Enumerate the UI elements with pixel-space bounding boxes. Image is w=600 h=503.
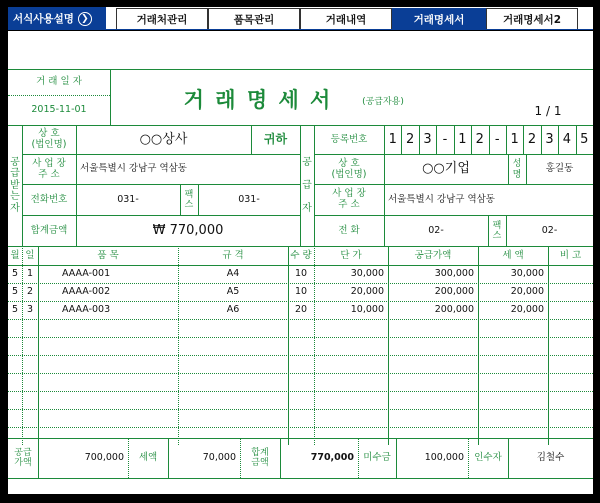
table-cell (548, 265, 593, 283)
arrow-right-circle-icon: ❯ (78, 12, 92, 26)
table-header-cell: 세 액 (502, 249, 524, 261)
receiver-side-label: 공 급 받 는 자 (10, 156, 20, 214)
table-cell: AAAA-003 (62, 303, 111, 315)
registration-digit: 1 (510, 131, 519, 147)
table-cell: 30,000 (510, 267, 544, 279)
table-cell: 200,000 (434, 285, 474, 297)
table-cell: 5 (11, 303, 19, 315)
table-cell: 3 (26, 303, 34, 315)
footer-receiver-label: 인수자 (474, 451, 502, 463)
title-subtitle: (공급자용) (362, 96, 404, 107)
table-cell: AAAA-002 (62, 285, 111, 297)
table-header-cell: 공급가액 (414, 249, 452, 261)
table-cell: 300,000 (434, 267, 474, 279)
registration-digit: 4 (562, 131, 571, 147)
table-cell: A4 (226, 267, 240, 279)
receiver-name-label: 상 호 (법인명) (31, 128, 67, 150)
supplier-name: ○○기업 (422, 161, 470, 177)
registration-digit: 1 (458, 131, 467, 147)
supplier-fax-label: 팩 스 (492, 220, 502, 241)
table-cell: 20,000 (510, 285, 544, 297)
supplier-rep: 홍길동 (545, 163, 574, 175)
registration-digit: 2 (475, 131, 484, 147)
table-cell: 10,000 (350, 303, 384, 315)
registration-digit: 2 (405, 131, 415, 147)
table-cell (548, 301, 593, 319)
receiver-phone: 031- (117, 193, 139, 205)
receiver-total: ₩ 770,000 (152, 222, 224, 238)
tab-client-management[interactable]: 거래처관리 (116, 8, 208, 30)
registration-digit: 1 (388, 131, 397, 147)
usage-guide-label: 서식사용설명 (13, 13, 74, 25)
registration-digit: - (494, 131, 500, 147)
tab-statement-2[interactable]: 거래명세서2 (486, 8, 578, 30)
supplier-name-label: 상 호 (법인명) (331, 157, 367, 180)
tab-item-management[interactable]: 품목관리 (208, 8, 300, 30)
page-number: 1 / 1 (534, 104, 562, 119)
supplier-side-label: 공 급 자 (302, 156, 312, 214)
table-header-cell: 비 고 (559, 249, 582, 261)
page-title: 거 래 명 세 서 (183, 87, 333, 112)
table-cell: A6 (226, 303, 240, 315)
footer-unpaid-label: 미수금 (363, 451, 391, 463)
footer-tax-label: 세액 (138, 451, 158, 463)
date-value: 2015-11-01 (31, 103, 87, 115)
table-cell (548, 283, 593, 301)
supplier-address: 서울특별시 강남구 역삼동 (388, 193, 495, 205)
table-cell: 30,000 (350, 267, 384, 279)
registration-digit: 3 (545, 131, 554, 147)
table-cell: AAAA-001 (62, 267, 111, 279)
date-label: 거 래 일 자 (36, 75, 82, 87)
footer-sum-value: 770,000 (310, 451, 354, 463)
receiver-honorific: 귀하 (263, 132, 288, 147)
tab-transaction-history[interactable]: 거래내역 (300, 8, 392, 30)
supplier-rep-label: 성 명 (512, 159, 522, 180)
supplier-phone-label: 전 화 (338, 224, 360, 236)
table-header-cell: 규 격 (222, 249, 244, 261)
receiver-fax-label: 팩 스 (184, 189, 194, 210)
receiver-phone-label: 전화번호 (30, 193, 68, 205)
table-cell: 200,000 (434, 303, 474, 315)
receiver-address: 서울특별시 강남구 역삼동 (80, 163, 187, 175)
footer-tax-value: 70,000 (202, 451, 236, 463)
table-cell: 20,000 (510, 303, 544, 315)
transaction-statement-form (8, 31, 593, 494)
registration-digit: 5 (580, 131, 589, 147)
footer-supply-label: 공급 가액 (14, 447, 32, 468)
top-navigation (8, 7, 593, 30)
footer-receiver-value: 김철수 (536, 451, 565, 463)
table-header-cell: 품 목 (97, 249, 119, 261)
table-cell: 2 (26, 285, 34, 297)
table-header-cell: 월 (10, 249, 20, 261)
footer-unpaid-value: 100,000 (424, 451, 464, 463)
receiver-name: ○○상사 (139, 131, 188, 147)
table-cell: 20,000 (350, 285, 384, 297)
receiver-address-label: 사 업 장 주 소 (32, 157, 66, 180)
table-cell: 20 (294, 303, 308, 315)
table-cell: 10 (294, 285, 308, 297)
table-cell: 5 (11, 285, 19, 297)
receiver-total-label: 합계금액 (30, 224, 68, 236)
table-header-cell: 단 가 (340, 249, 362, 261)
table-header-cell: 일 (25, 249, 35, 261)
registration-digit: 2 (527, 131, 537, 147)
supplier-reg-label: 등록번호 (330, 133, 368, 145)
registration-digit: 3 (423, 131, 432, 147)
footer-sum-label: 합계 금액 (251, 447, 269, 468)
supplier-address-label: 사 업 장 주 소 (332, 188, 366, 210)
table-cell: 5 (11, 267, 19, 279)
tab-underline (106, 29, 593, 30)
table-cell: A5 (226, 285, 240, 297)
registration-digit: - (442, 131, 448, 147)
usage-guide-button[interactable] (8, 7, 106, 30)
table-cell: 1 (26, 267, 34, 279)
footer-supply-value: 700,000 (84, 451, 124, 463)
receiver-fax: 031- (238, 193, 260, 205)
supplier-phone: 02- (428, 224, 444, 236)
table-header-cell: 수 량 (290, 249, 312, 261)
table-cell: 10 (294, 267, 308, 279)
supplier-fax: 02- (541, 224, 558, 236)
tab-statement[interactable]: 거래명세서 (392, 8, 486, 30)
